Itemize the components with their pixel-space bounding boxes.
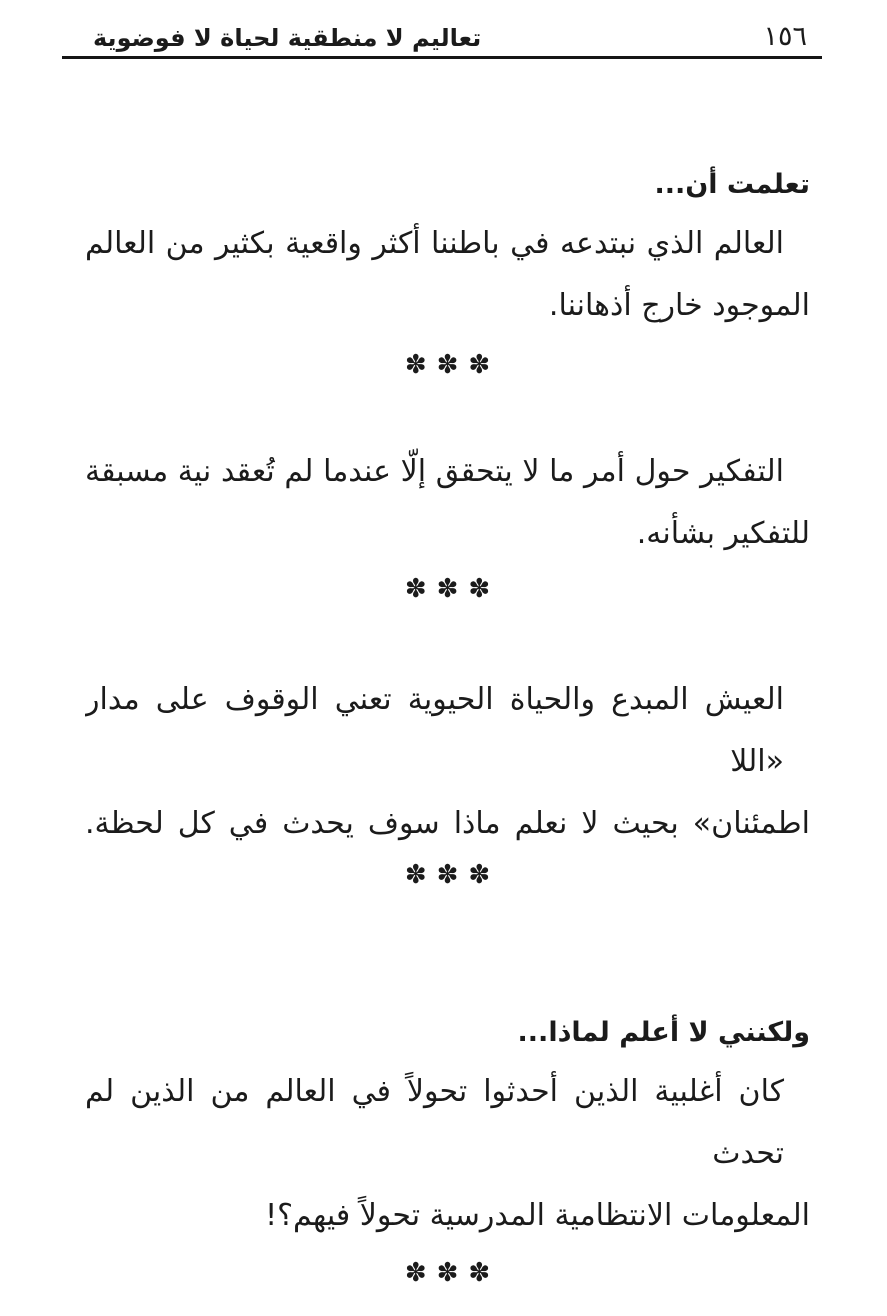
paragraph — [85, 669, 810, 855]
flower-divider: ✽✽✽ — [404, 350, 501, 380]
paragraph — [85, 213, 810, 337]
running-title: تعاليم لا منطقية لحياة لا فوضوية — [93, 24, 482, 52]
text-line: المعلومات الانتظامية المدرسية تحولاً فيهم؟! — [265, 1198, 810, 1233]
text-line: اطمئنان» بحيث لا نعلم ماذا سوف يحدث في كل لحظة. — [85, 806, 810, 841]
text-line: كان أغلبية الذين أحدثوا تحولاً في العالم من الذين لم تحدث — [85, 1074, 784, 1171]
page-content — [85, 165, 810, 1291]
text-line: العالم الذي نبتدعه في باطننا أكثر واقعية بكثير من العالم — [85, 226, 784, 261]
page-number: ١٥٦ — [763, 21, 807, 52]
flower-divider: ✽✽✽ — [404, 860, 501, 890]
section-heading: تعلمت أن... — [654, 169, 810, 200]
page-header — [93, 0, 807, 52]
text-line: العيش المبدع والحياة الحيوية تعني الوقوف على مدار «اللا — [85, 682, 784, 779]
section-heading: ولكنني لا أعلم لماذا... — [517, 1017, 810, 1048]
header-rule — [62, 56, 822, 59]
paragraph — [85, 441, 810, 565]
text-line: الموجود خارج أذهاننا. — [548, 288, 810, 323]
flower-divider: ✽✽✽ — [404, 574, 501, 604]
paragraph — [85, 1061, 810, 1247]
text-line: للتفكير بشأنه. — [636, 516, 810, 551]
flower-divider: ✽✽✽ — [404, 1258, 501, 1288]
text-line: التفكير حول أمر ما لا يتحقق إلّا عندما لم تُعقد نية مسبقة — [85, 454, 784, 489]
